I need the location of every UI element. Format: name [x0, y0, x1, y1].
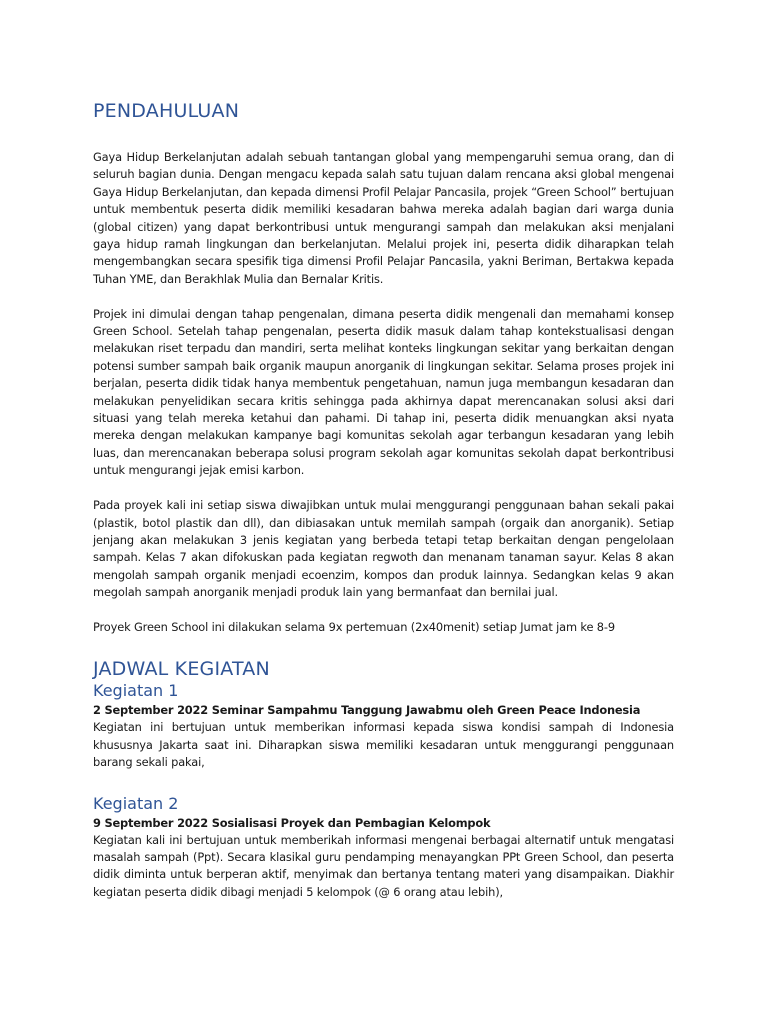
- section-heading-pendahuluan: PENDAHULUAN: [93, 100, 240, 122]
- intro-paragraph-4: Proyek Green School ini dilakukan selama 9x pertemuan (2x40menit) setiap Jumat jam ke 8-9: [93, 619, 615, 634]
- activity-heading-1: Kegiatan 1: [93, 681, 179, 701]
- intro-paragraph-3: Pada proyek kali ini setiap siswa diwajibkan untuk mulai menggurangi penggunaan bahan sekali pakai (plastik, botol plastik dan dll), dan dibiasakan untuk memilah sampah (orgaik dan anorganik). Setiap jenjang akan melakukan 3 jenis kegiatan yang berbeda tetapi tetap berkaitan dengan pengelolaan sampah. Kelas 7 akan difokuskan pada kegiatan regwoth dan menanam tanaman sayur. Kelas 8 akan mengolah sampah organik menjadi ecoenzim, kompos dan produk lainnya. Sedangkan kelas 9 akan megolah sampah anorganik menjadi produk lain yang bermanfaat dan bernilai jual.: [93, 498, 674, 600]
- document-page: [93, 100, 674, 901]
- intro-paragraph-2: Projek ini dimulai dengan tahap pengenalan, dimana peserta didik mengenali dan memahami konsep Green School. Setelah tahap pengenalan, peserta didik masuk dalam tahap kontekstualisasi dengan melakukan riset terpadu dan mandiri, serta melihat konteks lingkungan sekitar yang berkaitan dengan potensi sumber sampah baik organik maupun anorganik di lingkungan sekitar. Selama proses projek ini berjalan, peserta didik tidak hanya membentuk pengetahuan, namun juga membangun kesadaran dan melakukan penyelidikan secara kritis sehingga pada akhirnya dapat merencanakan solusi aksi dari situasi yang telah mereka ketahui dan pahami. Di tahap ini, peserta didik menuangkan aksi nyata mereka dengan melakukan kampanye bagi komunitas sekolah agar terbangun kesadaran yang lebih luas, dan merencanakan beberapa solusi program sekolah agar komunitas sekolah dapat berkontribusi untuk mengurangi jejak emisi karbon.: [93, 306, 674, 478]
- intro-paragraph-1: Gaya Hidup Berkelanjutan adalah sebuah tantangan global yang mempengaruhi semua orang, dan di seluruh bagian dunia. Dengan mengacu kepada salah satu tujuan dalam rencana aksi global mengenai Gaya Hidup Berkelanjutan, dan kepada dimensi Profil Pelajar Pancasila, projek “Green School” bertujuan untuk membentuk peserta didik memiliki kesadaran bahwa mereka adalah bagian dari warga dunia (global citizen) yang dapat berkontribusi untuk mengurangi sampah dan melakukan aksi menjalani gaya hidup ramah lingkungan dan berkelanjutan. Melalui projek ini, peserta didik diharapkan telah mengembangkan secara spesifik tiga dimensi Profil Pelajar Pancasila, yakni Beriman, Bertakwa kepada Tuhan YME, dan Berakhlak Mulia dan Bernalar Kritis.: [93, 150, 674, 286]
- activity-body-1: Kegiatan ini bertujuan untuk memberikan informasi kepada siswa kondisi sampah di Indonesia khususnya Jakarta saat ini. Diharapkan siswa memiliki kesadaran untuk menggurangi penggunaan barang sekali pakai,: [93, 720, 674, 770]
- activity-heading-2: Kegiatan 2: [93, 793, 179, 813]
- activity-title-2: 9 September 2022 Sosialisasi Proyek dan Pembagian Kelompok: [93, 815, 491, 830]
- section-heading-jadwal: JADWAL KEGIATAN: [93, 658, 270, 681]
- activity-title-1: 2 September 2022 Seminar Sampahmu Tanggung Jawabmu oleh Green Peace Indonesia: [93, 703, 641, 718]
- activity-body-2: Kegiatan kali ini bertujuan untuk memberikah informasi mengenai berbagai alternatif untuk mengatasi masalah sampah (Ppt). Secara klasikal guru pendamping menayangkan PPt Green School, dan peserta didik diminta untuk berperan aktif, menyimak dan bertanya tentang materi yang disampaikan. Diakhir kegiatan peserta didik dibagi menjadi 5 kelompok (@ 6 orang atau lebih),: [93, 832, 674, 899]
